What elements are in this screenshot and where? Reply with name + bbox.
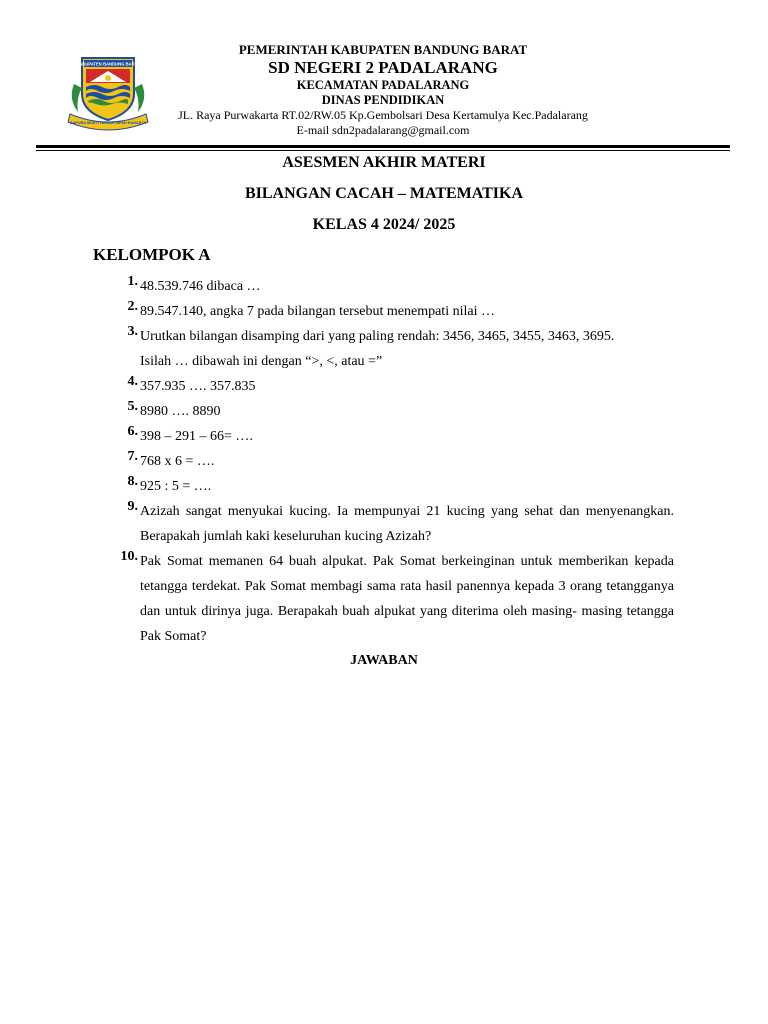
question-text: 768 x 6 = …. [140,454,215,469]
question-number: 1. [127,274,138,289]
answer-heading: JAWABAN [350,653,418,668]
school-address: JL. Raya Purwakarta RT.02/RW.05 Kp.Gembolsari Desa Kertamulya Kec.Padalarang [178,108,588,122]
question-text: 925 : 5 = …. [140,479,212,494]
question-text: 48.539.746 dibaca … [140,279,261,294]
department-name: DINAS PENDIDIKAN [321,93,445,107]
question-number: 10. [120,549,138,564]
title-assessment: ASESMEN AKHIR MATERI [282,154,486,171]
question-number: 2. [127,299,138,314]
question-number: 5. [127,399,138,414]
school-emblem-logo [64,54,152,132]
question-text: 357.935 …. 357.835 [140,379,256,394]
logo-ribbon-text: GAPURA MUKTI GEMAH RIPAH RAHARJA [69,121,147,125]
letterhead [160,42,606,138]
question-number: 4. [127,374,138,389]
question-text: Pak Somat memanen 64 buah alpukat. Pak Somat berkeinginan untuk memberikan kepada tetangga terdekat. Pak Somat membagi sama rata hasil panennya kepada 3 orang tetangganya dan untuk dirinya juga. Berapakah buah alpukat yang diterima oleh masing- masing tetangga Pak Somat? [140,554,674,644]
letterhead-divider-thin [36,150,730,151]
question-text: 8980 …. 8890 [140,404,221,419]
school-name: SD NEGERI 2 PADALARANG [268,58,498,77]
district-name: KECAMATAN PADALARANG [296,78,470,92]
gov-name: PEMERINTAH KABUPATEN BANDUNG BARAT [238,42,528,57]
logo-top-text: KABUPATEN BANDUNG BARAT [76,61,140,67]
question-instruction: Isilah … dibawah ini dengan “>, <, atau =” [140,354,383,369]
question-number: 6. [127,424,138,439]
question-number: 8. [127,474,138,489]
group-label: KELOMPOK A [93,245,211,264]
question-number: 7. [127,449,138,464]
question-text: 398 – 291 – 66= …. [140,429,253,444]
question-text: Urutkan bilangan disamping dari yang paling rendah: 3456, 3465, 3455, 3463, 3695. [140,329,615,344]
title-class-year: KELAS 4 2024/ 2025 [312,216,456,233]
title-subject: BILANGAN CACAH – MATEMATIKA [244,185,524,202]
question-text: Azizah sangat menyukai kucing. Ia mempunyai 21 kucing yang sehat dan menyenangkan. Berapakah jumlah kaki keseluruhan kucing Azizah? [140,504,674,544]
question-text: 89.547.140, angka 7 pada bilangan tersebut menempati nilai … [140,304,495,319]
question-number: 9. [127,499,138,514]
letterhead-divider-thick [36,145,730,148]
question-number: 3. [127,324,138,339]
school-email: E-mail sdn2padalarang@gmail.com [296,123,470,137]
